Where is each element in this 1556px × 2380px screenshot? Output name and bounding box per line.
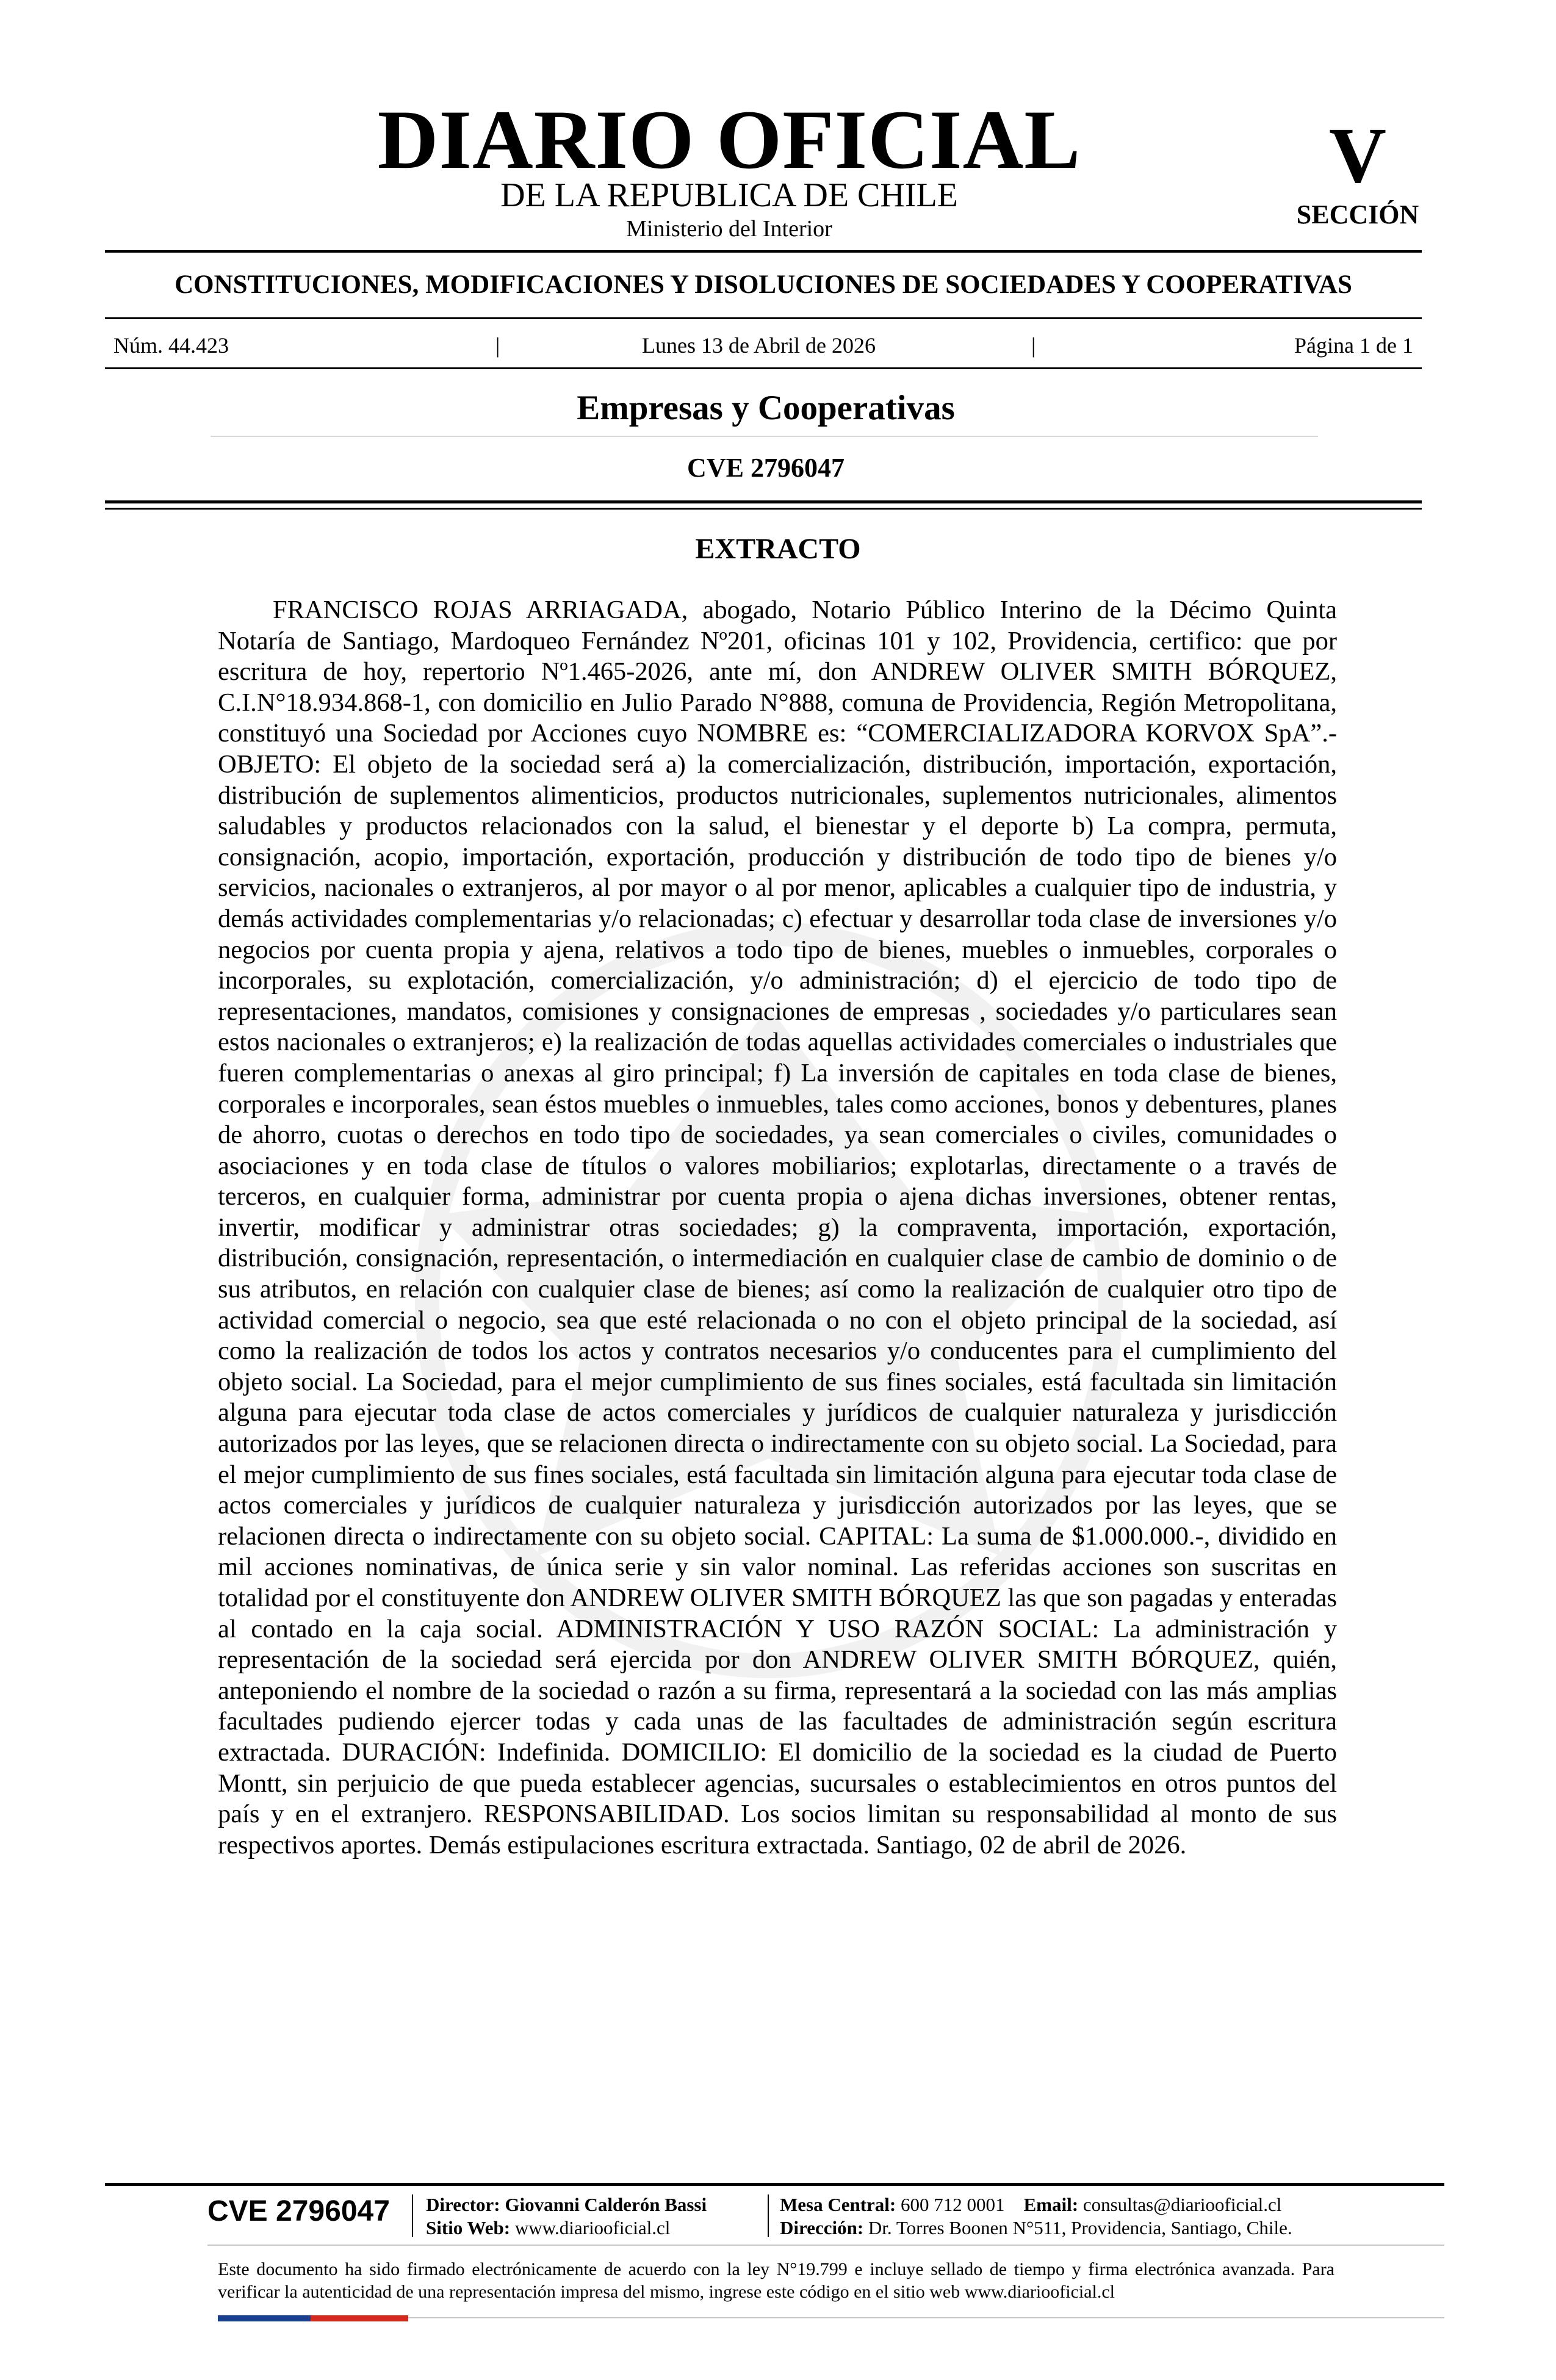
section-divider xyxy=(211,436,1318,437)
issue-number: Núm. 44.423 xyxy=(113,333,229,358)
footer-divider xyxy=(768,2194,769,2237)
section-label: SECCIÓN xyxy=(1296,200,1419,229)
central-label: Mesa Central: xyxy=(780,2194,896,2215)
footer-director-block xyxy=(426,2193,707,2240)
section-name: Empresas y Cooperativas xyxy=(577,389,955,427)
masthead-ministry: Ministerio del Interior xyxy=(626,216,832,242)
footer-thin-rule xyxy=(207,2245,1444,2246)
meta-separator: | xyxy=(1031,333,1036,358)
footer-contact-block xyxy=(780,2193,1292,2240)
flag-stripe-blue xyxy=(218,2315,311,2321)
footer-rule xyxy=(105,2183,1444,2186)
footer-bottom-rule xyxy=(408,2317,1444,2318)
footer-cve-code: CVE 2796047 xyxy=(207,2195,390,2227)
email-label: Email: xyxy=(1023,2194,1079,2215)
category-heading: CONSTITUCIONES, MODIFICACIONES Y DISOLUCIONES DE SOCIEDADES Y COOPERATIVAS xyxy=(175,270,1352,299)
cve-code: CVE 2796047 xyxy=(687,453,845,483)
category-rule xyxy=(105,317,1422,319)
document-title: EXTRACTO xyxy=(695,533,861,565)
issue-date: Lunes 13 de Abril de 2026 xyxy=(642,333,876,358)
website-label: Sitio Web: xyxy=(426,2217,511,2238)
flag-stripe-red xyxy=(311,2315,408,2321)
signature-notice: Este documento ha sido firmado electrónicamente de acuerdo con la ley N°19.799 e incluye sellado de tiempo y firma electrónica avanzada. Para verificar la autenticidad de una representación impresa del mismo, ingrese este código en el sitio web www.diariooficial.cl xyxy=(218,2259,1334,2302)
extract-body: FRANCISCO ROJAS ARRIAGADA, abogado, Notario Público Interino de la Décimo Quinta Notaría de Santiago, Mardoqueo Fernández Nº201, oficinas 101 y 102, Providencia, certifico: que por escritura de hoy, repertorio Nº1.465-2026, ante mí, don ANDREW OLIVER SMITH BÓRQUEZ, C.I.N°18.934.868-1, con domicilio en Julio Parado N°888, comuna de Providencia, Región Metropolitana, constituyó una Sociedad por Acciones cuyo NOMBRE es: “COMERCIALIZADORA KORVOX SpA”.- OBJETO: El objeto de la sociedad será a) la comercialización, distribución, importación, exportación, distribución de suplementos alimenticios, productos nutricionales, suplementos nutricionales, alimentos saludables y productos relacionados con la salud, el bienestar y el deporte b) La compra, permuta, consignación, acopio, importación, exportación, producción y distribución de todo tipo de bienes y/o servicios, nacionales o extranjeros, al por mayor o al por menor, aplicables a cualquier tipo de industria, y demás actividades complementarias y/o relacionadas; c) efectuar y desarrollar toda clase de inversiones y/o negocios por cuenta propia y ajena, relativos a todo tipo de bienes, muebles o inmuebles, corporales o incorporales, su explotación, comercialización, y/o administración; d) el ejercicio de todo tipo de representaciones, mandatos, comisiones y consignaciones de empresas , sociedades y/o particulares sean estos nacionales o extranjeros; e) la realización de todas aquellas actividades comerciales o industriales que fueren complementarias o anexas al giro principal; f) La inversión de capitales en toda clase de bienes, corporales e incorporales, sean éstos muebles o inmuebles, tales como acciones, bonos y debentures, planes de ahorro, cuotas o derechos en todo tipo de sociedades, ya sean comerciales o civiles, comunidades o asociaciones y en toda clase de títulos o valores mobiliarios; explotarlas, directamente o a través de terceros, en cualquier forma, administrar por cuenta propia o ajena dichas inversiones, obtener rentas, invertir, modificar y administrar otras sociedades; g) la compraventa, importación, exportación, distribución, consignación, representación, o intermediación en cualquier clase de cambio de dominio o de sus atributos, en relación con cualquier clase de bienes; así como la realización de cualquier otro tipo de actividad comercial o negocio, sea que esté relacionada o no con el objeto principal de la sociedad, así como la realización de todos los actos y contratos necesarios y/o conducentes para el cumplimiento del objeto social. La Sociedad, para el mejor cumplimiento de sus fines sociales, está facultada sin limitación alguna para ejecutar toda clase de actos comerciales y jurídicos de cualquier naturaleza y jurisdicción autorizados por las leyes, que se relacionen directa o indirectamente con su objeto social. La Sociedad, para el mejor cumplimiento de sus fines sociales, está facultada sin limitación alguna para ejecutar toda clase de actos comerciales y jurídicos de cualquier naturaleza y jurisdicción autorizados por las leyes, que se relacionen directa o indirectamente con su objeto social. CAPITAL: La suma de $1.000.000.-, dividido en mil acciones nominativas, de única serie y sin valor nominal. Las referidas acciones son suscritas en totalidad por el constituyente don ANDREW OLIVER SMITH BÓRQUEZ las que son pagadas y enteradas al contado en la caja social. ADMINISTRACIÓN Y USO RAZÓN SOCIAL: La administración y representación de la sociedad será ejercida por don ANDREW OLIVER SMITH BÓRQUEZ, quién, anteponiendo el nombre de la sociedad o razón a su firma, representará a la sociedad con las más amplias facultades pudiendo ejercer todas y cada unas de las facultades de administración según escritura extractada. DURACIÓN: Indefinida. DOMICILIO: El domicilio de la sociedad es la ciudad de Puerto Montt, sin perjuicio de que pueda establecer agencias, sucursales o establecimientos en otros puntos del país y en el extranjero. RESPONSABILIDAD. Los socios limitan su responsabilidad al monto de sus respectivos aportes. Demás estipulaciones escritura extractada. Santiago, 02 de abril de 2026. xyxy=(218,596,1337,1859)
masthead-subtitle: DE LA REPUBLICA DE CHILE xyxy=(500,176,958,214)
section-letter: V xyxy=(1329,112,1386,200)
page-number: Página 1 de 1 xyxy=(1294,333,1413,358)
double-rule-top xyxy=(105,500,1422,503)
address-value: Dr. Torres Boonen N°511, Providencia, Santiago, Chile. xyxy=(868,2217,1292,2238)
central-phone: 600 712 0001 xyxy=(901,2194,1005,2215)
footer-divider xyxy=(412,2194,413,2237)
website-link[interactable]: www.diariooficial.cl xyxy=(514,2217,671,2238)
email-link[interactable]: consultas@diariooficial.cl xyxy=(1082,2194,1282,2215)
meta-separator: | xyxy=(495,333,500,358)
director-name: Giovanni Calderón Bassi xyxy=(505,2194,707,2215)
meta-rule xyxy=(105,367,1422,369)
address-label: Dirección: xyxy=(780,2217,864,2238)
masthead-title: DIARIO OFICIAL xyxy=(377,93,1081,186)
masthead-rule xyxy=(105,250,1422,253)
double-rule-bottom xyxy=(105,508,1422,510)
director-label: Director: xyxy=(426,2194,500,2215)
